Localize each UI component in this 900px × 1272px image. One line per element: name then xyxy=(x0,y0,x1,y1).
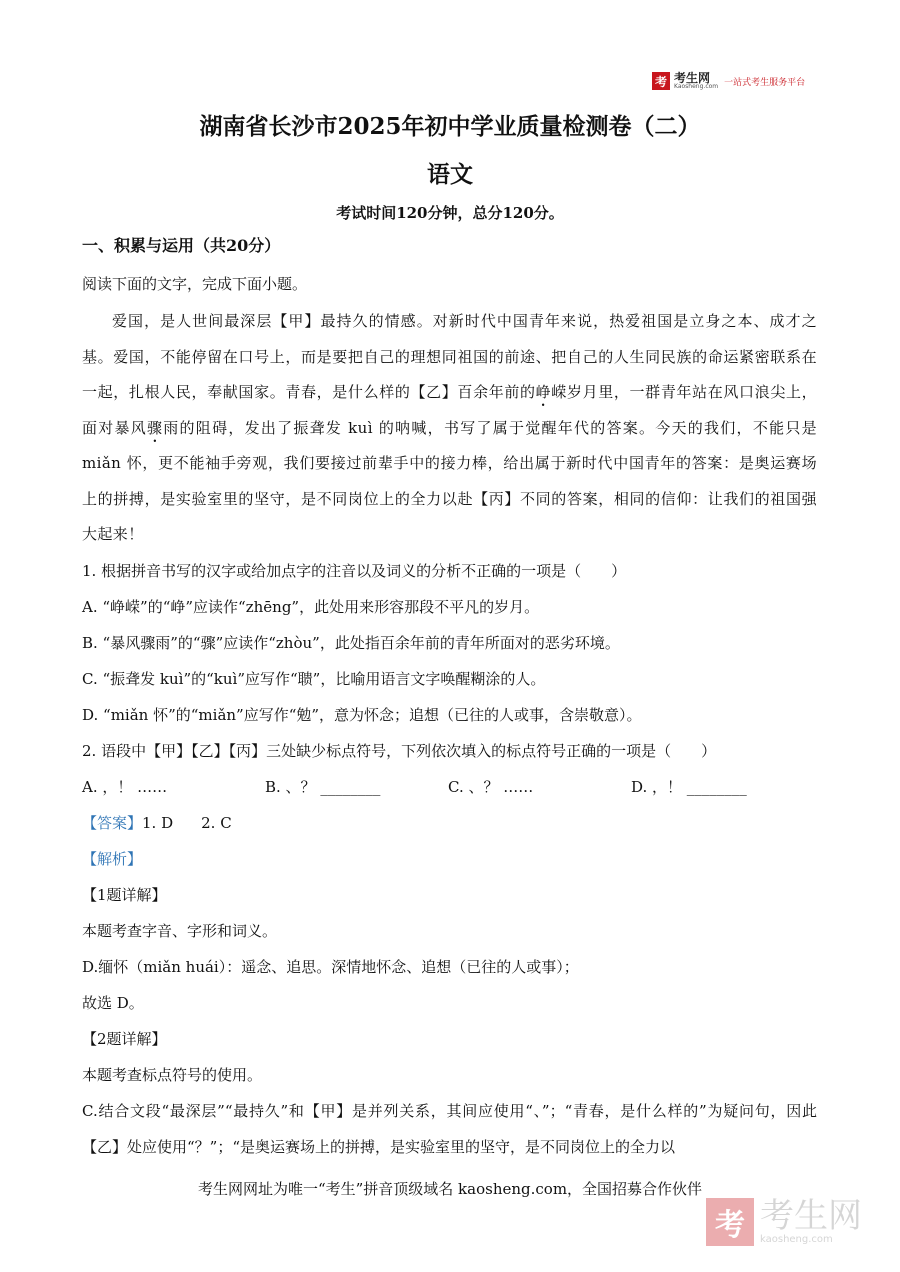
analysis-q1-heading: 【1题详解】 xyxy=(82,885,167,904)
exam-info: 考试时间120分钟，总分120分。 xyxy=(336,204,564,222)
kaosheng-logo-icon: 考 xyxy=(652,72,670,90)
question-2-option-a: A. ，！ …… xyxy=(82,777,168,796)
watermark-text xyxy=(760,1196,862,1245)
question-1-option-b: B. “暴风骤雨”的“骤”应读作“zhòu”，此处指百余年前的青年所面对的恶劣环境。 xyxy=(82,633,620,652)
passage-dotted-char-1: 峥 xyxy=(535,383,552,401)
question-1-option-d: D. “miǎn 怀”的“miǎn”应写作“勉”，意为怀念；追想（已往的人或事，含崇敬意）。 xyxy=(82,705,642,724)
analysis-q1-line: D.缅怀（miǎn huái）：遥念、追思。深情地怀念、追想（已往的人或事）； xyxy=(82,957,579,976)
watermark xyxy=(706,1198,862,1246)
question-1-option-a: A. “峥嵘”的“峥”应读作“zhēng”，此处用来形容那段不平凡的岁月。 xyxy=(82,597,540,616)
analysis-q2-line: 本题考查标点符号的使用。 xyxy=(82,1065,263,1084)
exam-subject: 语文 xyxy=(427,161,473,188)
answer-2: 2. C xyxy=(201,813,232,832)
analysis-q2-line: C.结合文段“最深层”“最持久”和【甲】是并列关系，其间应使用“、”；“青春，是什么样的”为疑问句，因此【乙】处应使用“？”；“是奥运赛场上的拼搏，是实验室里的坚守，是不同岗位上的全力以 xyxy=(82,1101,817,1156)
answer-row xyxy=(82,805,817,841)
brand-logo xyxy=(652,72,805,90)
answer-label: 【答案】 xyxy=(82,813,143,832)
question-1-option-c: C. “振聋发 kuì”的“kuì”应写作“聩”，比喻用语言文字唤醒糊涂的人。 xyxy=(82,669,546,688)
passage-part-3: 雨的阻碍，发出了振聋发 kuì 的呐喊，书写了属于觉醒年代的答案。今天的我们，不能只是 miǎn 怀，更不能袖手旁观，我们要接过前辈手中的接力棒，给出属于新时代中国青年的答案：是奥运赛场上的拼搏，是实验室里的坚守，是不同岗位上的全力以赴【丙】不同的答案，相同的信仰：让我们的祖国强大起来！ xyxy=(82,418,817,543)
passage-dotted-char-2: 骤 xyxy=(147,418,164,437)
passage-part-2: 嵘岁月里，一群青年站在风口浪尖上，面对暴风 xyxy=(82,383,818,437)
brand-name-block xyxy=(674,72,718,90)
question-2-option-d: D. ，！ ________ xyxy=(631,777,747,796)
exam-title: 湖南省长沙市2025年初中学业质量检测卷（二） xyxy=(199,113,701,140)
document-body xyxy=(82,233,817,1165)
page-footer: 考生网网址为唯一“考生”拼音顶级域名 kaosheng.com，全国招募合作伙伴 xyxy=(197,1180,703,1198)
passage-part-1: 爱国，是人世间最深层【甲】最持久的情感。对新时代中国青年来说，热爱祖国是立身之本、成才之基。爱国，不能停留在口号上，而是要把自己的理想同祖国的前途、把自己的人生同民族的命运紧密联系在一起，扎根人民，奉献国家。青春，是什么样的【乙】百余年前的 xyxy=(82,312,817,401)
brand-domain: Kaosheng.com xyxy=(674,83,719,90)
analysis-q1-line: 故选 D。 xyxy=(82,993,144,1012)
answer-1: 1. D xyxy=(142,813,174,832)
analysis-label: 【解析】 xyxy=(82,849,143,868)
watermark-domain: kaosheng.com xyxy=(760,1234,833,1245)
question-2-option-c: C. 、？ …… xyxy=(448,777,534,796)
reading-passage xyxy=(82,304,817,553)
brand-slogan: 一站式考生服务平台 xyxy=(724,77,806,88)
question-1-stem: 1. 根据拼音书写的汉字或给加点字的注音以及词义的分析不正确的一项是（ ） xyxy=(82,561,627,580)
question-2-option-b: B. 、？ ________ xyxy=(265,777,381,796)
question-2-options xyxy=(82,769,817,805)
section-heading: 一、积累与运用（共20分） xyxy=(82,236,281,255)
analysis-q2-heading: 【2题详解】 xyxy=(82,1029,167,1048)
watermark-name: 考生网 xyxy=(760,1196,862,1236)
question-2-stem: 2. 语段中【甲】【乙】【丙】三处缺少标点符号，下列依次填入的标点符号正确的一项是（ ） xyxy=(82,741,717,760)
instruction: 阅读下面的文字，完成下面小题。 xyxy=(82,275,308,293)
brand-name: 考生网 xyxy=(674,71,711,85)
watermark-logo-icon: 考 xyxy=(706,1198,754,1246)
analysis-q1-line: 本题考查字音、字形和词义。 xyxy=(82,921,278,940)
